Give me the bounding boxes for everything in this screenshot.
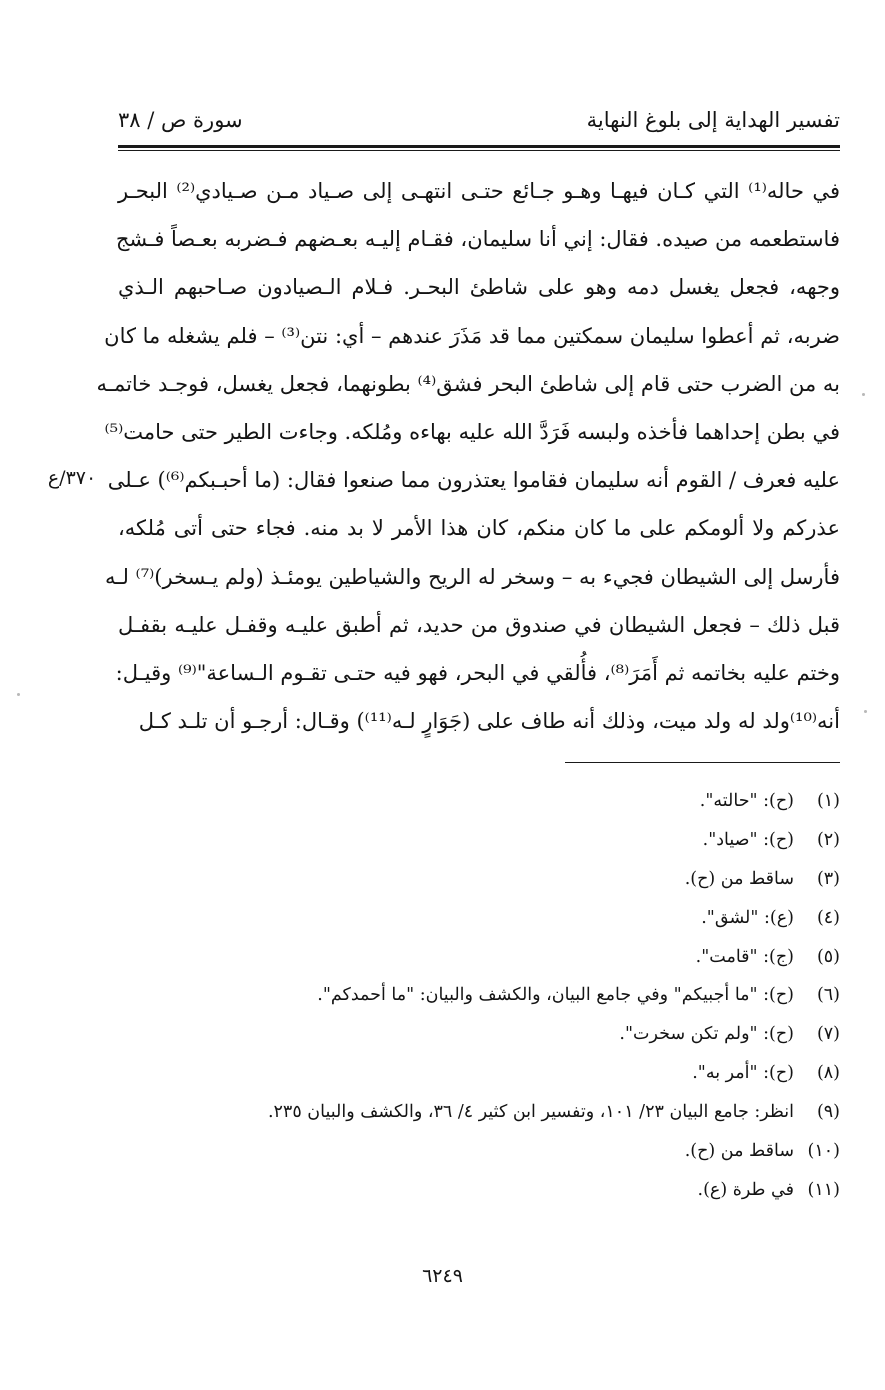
footnote-number: (١) — [816, 791, 840, 811]
footnote — [118, 938, 840, 977]
footnote-text: (ح): "ما أجبيكم" وفي جامع البيان، والكشف والبيان: "ما أحمدكم". — [317, 985, 794, 1006]
text-line: به من الضرب حتى قام إلى شاطئ البحر فشق⁽⁴⁾ بطونهما، فجعل يغسل، فوجـد خاتمـه — [96, 371, 840, 396]
text-line: أنه⁽¹⁰⁾ولد له ولد ميت، وذلك أنه طاف على (جَوَارٍ لـه⁽¹¹⁾) وقـال: أرجـو أن تلـد كـل — [138, 709, 840, 734]
footnote — [118, 1171, 840, 1210]
footnote-number: (٤) — [816, 907, 840, 928]
footnote-number: (٣) — [816, 868, 840, 889]
footnote-text: ساقط من (ح). — [684, 868, 794, 889]
page-number: ٦٢٤٩ — [422, 1265, 463, 1287]
footnote-number: (١١) — [807, 1179, 840, 1200]
footnote-number: (١٠) — [807, 1141, 840, 1162]
text-line: وجهه، فجعل يغسل دمه وهو على شاطئ البحـر. فـلام الـصيادون صـاحبهم الـذي — [118, 275, 840, 300]
scan-speck — [864, 710, 867, 713]
scan-speck — [862, 393, 865, 396]
header-rule-thick — [118, 145, 840, 148]
footnote — [118, 1093, 840, 1132]
footnote-text: انظر: جامع البيان ٢٣/ ١٠١، وتفسير ابن كثير ٤/ ٣٦، والكشف والبيان ٢٣٥. — [267, 1102, 794, 1123]
footnote-number: (٢) — [816, 829, 840, 850]
footnote — [118, 1132, 840, 1171]
footnote-number: (٨) — [816, 1063, 840, 1084]
footnote-number: (٦) — [816, 985, 840, 1006]
footnote-text: (ح): "ولم تكن سخرت". — [619, 1024, 794, 1045]
header-rule-thin — [118, 150, 840, 151]
footnote-text: ساقط من (ح). — [684, 1141, 794, 1162]
main-text — [96, 167, 840, 745]
footnote — [118, 821, 840, 860]
footnote-text: (ح): "صياد". — [702, 829, 794, 850]
text-line: عذركم ولا ألومكم على ما كان منكم، كان هذا الأمر لا بد منه. فجاء حتى أتى مُلكه، — [118, 516, 840, 541]
text-line: وختم عليه بخاتمه ثم أَمَرَ⁽⁸⁾، فأُلقي في البحر، فهو فيه حتـى تقـوم الـساعة"⁽⁹⁾ وقيـل: — [115, 660, 840, 685]
footnote — [118, 782, 840, 821]
text-line: في بطن إحداهما فأخذه ولبسه فَرَدَّ الله عليه بهاءه ومُلكه. وجاءت الطير حتى حامت⁽⁵⁾ — [104, 419, 840, 444]
running-header — [118, 100, 840, 140]
footnote — [118, 976, 840, 1015]
footnote-text: (ع): "لشق". — [701, 907, 794, 928]
footnote — [118, 899, 840, 938]
footnotes — [118, 782, 840, 1210]
footnote — [118, 1015, 840, 1054]
footnote-number: (٩) — [816, 1102, 840, 1123]
manuscript-margin-reference: ٣٧٠/ع — [47, 467, 97, 489]
footnote-text: (ج): "قامت". — [695, 946, 794, 967]
book-title: تفسير الهداية إلى بلوغ النهاية — [586, 108, 840, 132]
text-line: فاستطعمه من صيده. فقال: إني أنا سليمان، فقـام إليـه بعـضهم فـضربه بعـصاً فـشج — [115, 227, 840, 252]
footnote — [118, 1054, 840, 1093]
text-line: عليه فعرف / القوم أنه سليمان فقاموا يعتذرون مما صنعوا فقال: (ما أحبـبكم⁽⁶⁾) عـلى — [107, 468, 840, 493]
scan-speck — [17, 693, 20, 696]
text-line: قبل ذلك – فجعل الشيطان في صندوق من حديد، ثم أطبق عليـه وقفـل عليـه بقفـل — [118, 612, 840, 637]
footnote-text: (ح): "حالته". — [699, 791, 794, 811]
footnote-separator — [565, 762, 840, 763]
footnote-text: في طرة (ع). — [697, 1179, 794, 1200]
footnote — [118, 860, 840, 899]
text-line: في حاله⁽¹⁾ التي كـان فيهـا وهـو جـائع حتـى انتهـى إلى صـياد مـن صـيادي⁽²⁾ البحـر — [118, 179, 840, 203]
text-line: ضربه، ثم أعطوا سليمان سمكتين مما قد مَذَرَ عندهم – أي: نتن⁽³⁾ – فلم يشغله ما كان — [104, 323, 840, 348]
surah-reference: سورة ص / ٣٨ — [118, 108, 243, 132]
text-line: فأرسل إلى الشيطان فجيء به – وسخر له الريح والشياطين يومئـذ (ولم يـسخر)⁽⁷⁾ لـه — [105, 564, 840, 589]
footnote-number: (٥) — [816, 946, 840, 967]
footnote-number: (٧) — [816, 1024, 840, 1045]
footnote-text: (ح): "أمر به". — [692, 1063, 794, 1084]
